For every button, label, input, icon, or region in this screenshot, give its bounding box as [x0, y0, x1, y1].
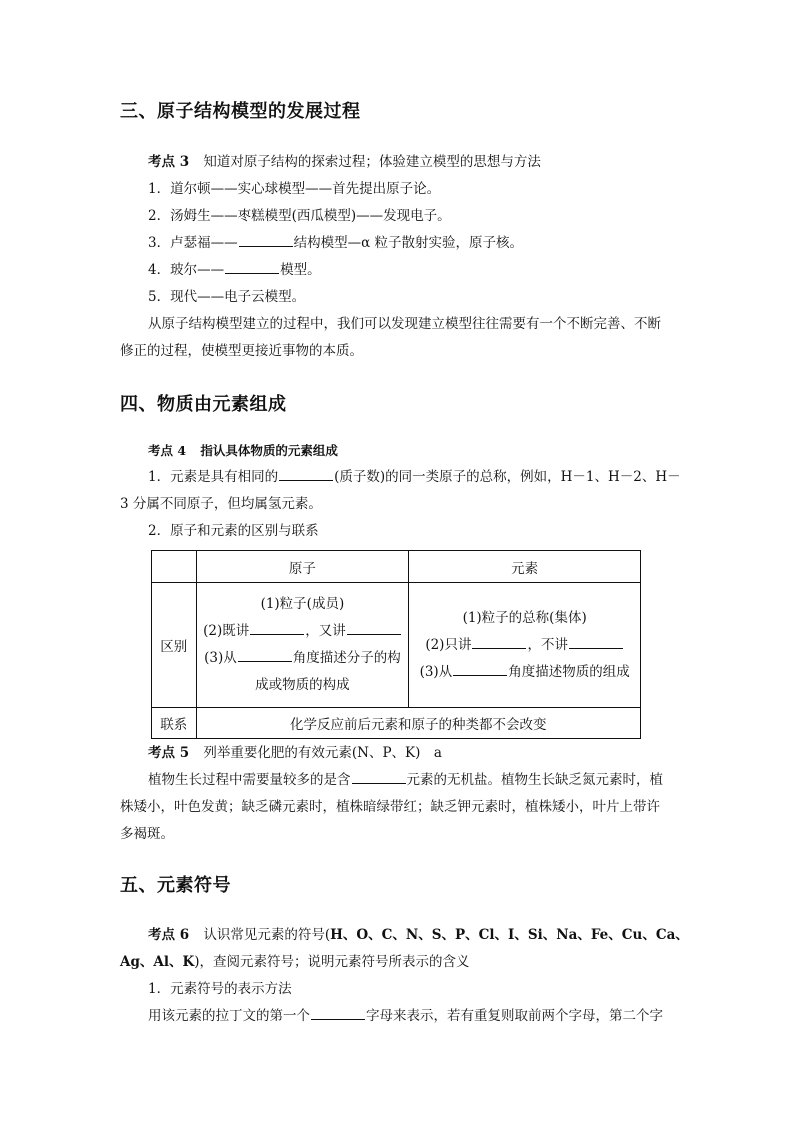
- table-row-difference: [152, 583, 641, 708]
- model-item-2: 2．汤姆生——枣糕模型(西瓜模型)——发现电子。: [148, 208, 451, 224]
- kaodian-3: [148, 152, 541, 172]
- atom-diff-line-3-b: 角度描述分子的构: [292, 650, 401, 666]
- kaodian-4-label: 考点 4: [148, 443, 187, 458]
- model-item-5: 5．现代——电子云模型。: [148, 289, 306, 305]
- model-item-1: 1．道尔顿——实心球模型——首先提出原子论。: [148, 181, 441, 197]
- atom-diff-line-2-b: ，又讲: [305, 623, 346, 639]
- answer-blank[interactable]: [279, 467, 333, 481]
- kaodian-4-text: 指认具体物质的元素组成: [200, 443, 338, 458]
- fertilizer-pre: 植物生长过程中需要量较多的是含: [148, 772, 351, 788]
- kaodian-3-label: 考点 3: [148, 154, 190, 170]
- answer-blank[interactable]: [352, 770, 406, 784]
- element-diff-line-2-b: ，不讲: [527, 636, 568, 653]
- kaodian-3-text: 知道对原子结构的探索过程；体验建立模型的思想与方法: [203, 154, 541, 170]
- atom-difference-cell: [196, 583, 409, 708]
- kaodian-5-text: 列举重要化肥的有效元素(N、P、K) a: [203, 745, 442, 761]
- table-header-element: 元素: [409, 551, 641, 583]
- answer-blank[interactable]: [250, 621, 304, 635]
- atom-diff-line-2-a: (2)既讲: [203, 623, 250, 639]
- model-item-4: [148, 260, 321, 280]
- table-link-cell: 化学反应前后元素和原子的种类都不会改变: [196, 708, 640, 739]
- symbol-method-paragraph: [148, 1006, 663, 1026]
- kaodian-6-rest: )，查阅元素符号；说明元素符号所表示的含义: [194, 954, 470, 970]
- element-difference-cell: [409, 583, 641, 708]
- fertilizer-post: 元素的无机盐。植物生长缺乏氮元素时，植: [406, 772, 663, 788]
- section-5-heading: 五、元素符号: [120, 875, 231, 896]
- kaodian-5-label: 考点 5: [148, 745, 190, 761]
- kaodian-6-line-2: [120, 952, 470, 972]
- symbol-method-title: 1．元素符号的表示方法: [148, 981, 292, 997]
- model-item-3-pre: 3．卢瑟福——: [148, 235, 238, 251]
- model-item-4-pre: 4．玻尔——: [148, 262, 225, 278]
- kaodian-4: [148, 441, 338, 461]
- atom-diff-line-3-a: (3)从: [204, 650, 237, 666]
- fertilizer-paragraph-line-3: 多褐斑。: [120, 826, 174, 842]
- element-diff-line-3: [409, 659, 640, 686]
- answer-blank[interactable]: [472, 635, 526, 649]
- answer-blank[interactable]: [239, 233, 293, 247]
- section-4-heading: 四、物质由元素组成: [120, 394, 287, 415]
- table-row-link: [152, 708, 641, 739]
- kaodian-5: [148, 743, 442, 763]
- element-definition-line-1: [148, 467, 681, 487]
- element-diff-line-3-b: 角度描述物质的组成: [508, 663, 630, 680]
- table-row-label-difference: 区别: [152, 583, 197, 708]
- answer-blank[interactable]: [347, 621, 401, 635]
- element-definition-pre: 1．元素是具有相同的: [148, 469, 279, 485]
- element-diff-line-3-a: (3)从: [419, 663, 453, 680]
- element-definition-line-2: 3 分属不同原子，但均属氢元素。: [120, 496, 322, 512]
- element-definition-post: (质子数)的同一类原子的总称，例如，H－1、H－2、H－: [334, 469, 681, 485]
- model-item-3-post: 结构模型—α 粒子散射实验，原子核。: [293, 235, 524, 251]
- atom-diff-line-2: [197, 618, 409, 645]
- atom-diff-line-1: (1)粒子(成员): [260, 596, 345, 612]
- element-diff-line-2-a: (2)只讲: [425, 636, 472, 653]
- answer-blank[interactable]: [453, 662, 507, 676]
- atom-diff-line-3: [197, 645, 409, 672]
- table-row-label-link: 联系: [152, 708, 197, 739]
- section-3-paragraph-line-2: 修正的过程，使模型更接近事物的本质。: [120, 343, 363, 359]
- answer-blank[interactable]: [311, 1006, 365, 1020]
- symbol-method-post: 字母来表示，若有重复则取前两个字母，第二个字: [366, 1008, 663, 1024]
- section-3-heading: 三、原子结构模型的发展过程: [120, 101, 361, 122]
- kaodian-6-symbols-cont: Ag、Al、K: [120, 954, 195, 970]
- fertilizer-paragraph-line-2: 株矮小，叶色发黄；缺乏磷元素时，植株暗绿带红；缺乏钾元素时，植株矮小，叶片上带许: [120, 799, 660, 815]
- table-corner-cell: [152, 551, 197, 583]
- kaodian-6-symbols: H、O、C、N、S、P、Cl、I、Si、Na、Fe、Cu、Ca、: [330, 927, 689, 943]
- table-header-atom: 原子: [196, 551, 409, 583]
- kaodian-6-label: 考点 6: [148, 927, 190, 943]
- answer-blank[interactable]: [238, 648, 292, 662]
- table-header-row: [152, 551, 641, 583]
- answer-blank[interactable]: [225, 260, 279, 274]
- atom-element-table: [151, 550, 641, 739]
- model-item-4-post: 模型。: [280, 262, 321, 278]
- atom-diff-line-4: 成或物质的构成: [255, 677, 350, 693]
- element-diff-line-1: (1)粒子的总称(集体): [462, 609, 587, 626]
- model-item-3: [148, 233, 523, 253]
- kaodian-6-text: 认识常见元素的符号(: [203, 927, 331, 943]
- atom-element-compare-title: 2．原子和元素的区别与联系: [148, 523, 319, 539]
- section-3-paragraph-line-1: 从原子结构模型建立的过程中，我们可以发现建立模型往往需要有一个不断完善、不断: [148, 316, 661, 332]
- answer-blank[interactable]: [569, 635, 623, 649]
- symbol-method-pre: 用该元素的拉丁文的第一个: [148, 1008, 310, 1024]
- element-diff-line-2: [409, 632, 640, 659]
- kaodian-6-line-1: [148, 925, 689, 945]
- fertilizer-paragraph-line-1: [148, 770, 663, 790]
